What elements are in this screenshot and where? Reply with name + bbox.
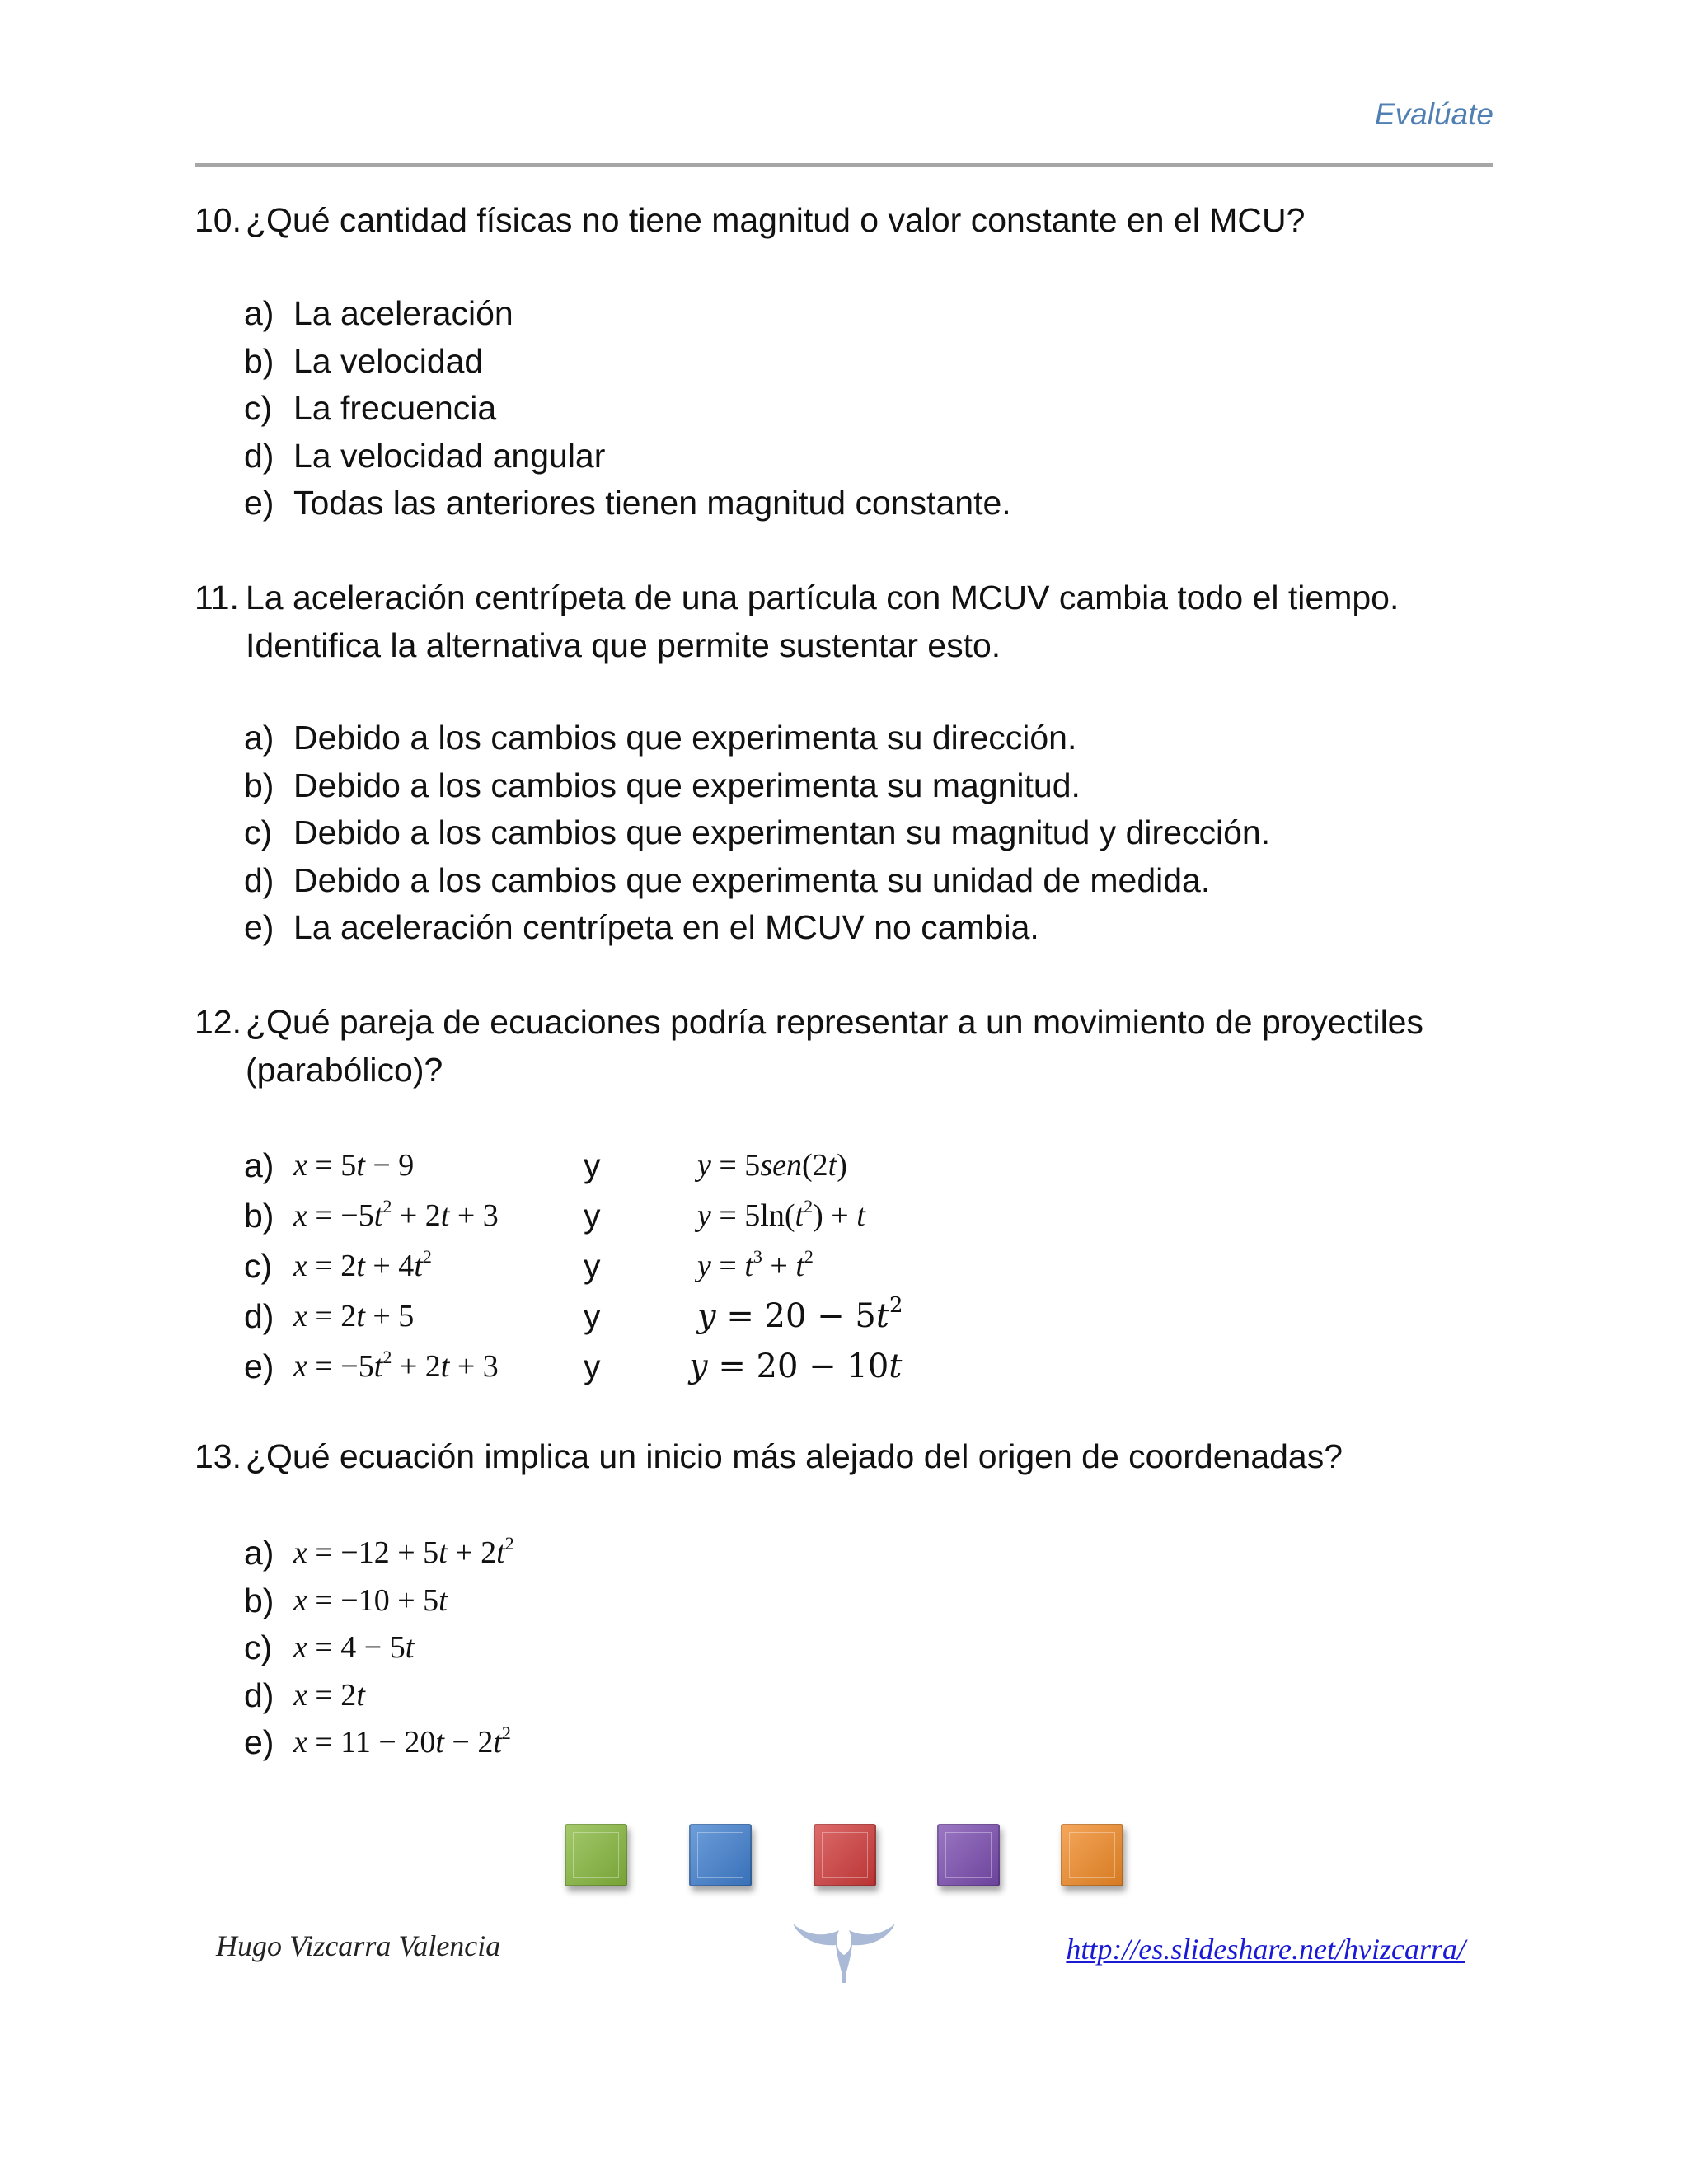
x-equation: x = 2t + 5	[293, 1299, 415, 1333]
equation: x = 2t	[293, 1677, 365, 1713]
option-text: La velocidad angular	[293, 436, 606, 475]
option-letter: b)	[244, 341, 274, 380]
footer-link[interactable]: http://es.slideshare.net/hvizcarra/	[1066, 1933, 1465, 1966]
equation: x = 4 − 5t	[293, 1630, 415, 1665]
option-letter: c)	[244, 813, 273, 851]
option-text: La velocidad	[293, 341, 484, 380]
header-rule	[195, 163, 1493, 167]
bird-logo-icon	[791, 1919, 898, 1985]
question-number: 11.	[195, 579, 239, 616]
question-number: 10.	[195, 201, 241, 239]
question-10	[195, 196, 1497, 244]
y-equation: y = 5sen(2t)	[697, 1148, 847, 1183]
equation: $x = -12 + 5t + 2t^2$	[293, 1533, 514, 1570]
option-letter: d)	[244, 860, 274, 899]
option-text: La frecuencia	[293, 389, 497, 427]
option-letter: c)	[244, 1629, 273, 1666]
option-letter: c)	[244, 389, 273, 427]
option-letter: e)	[244, 1347, 274, 1385]
option-letter: a)	[244, 294, 274, 332]
question-number: 12.	[195, 1003, 241, 1041]
header-tag: Evalúate	[1375, 97, 1493, 131]
option-text: Debido a los cambios que experimentan su magnitud y dirección.	[293, 813, 1271, 851]
option-letter: a)	[244, 1146, 274, 1184]
y-equation: $y = 5\ln(t^2) + t$	[697, 1196, 865, 1233]
question-stem-line-1: La aceleración centrípeta de una partícula con MCUV cambia todo el tiempo.	[246, 579, 1400, 616]
option-letter: b)	[244, 1581, 274, 1619]
question-stem-line-1: ¿Qué pareja de ecuaciones podría representar a un movimiento de proyectiles	[246, 1003, 1423, 1041]
option-letter: b)	[244, 1197, 274, 1235]
option-text: Debido a los cambios que experimenta su unidad de medida.	[293, 860, 1211, 899]
decorative-squares	[0, 1824, 1688, 1906]
connector: y	[584, 1146, 601, 1184]
question-stem: ¿Qué ecuación implica un inicio más alejado del origen de coordenadas?	[246, 1437, 1343, 1475]
x-equation: $x = 2t + 4t^2$	[293, 1246, 432, 1283]
question-number: 13.	[195, 1437, 241, 1475]
option-letter: d)	[244, 436, 274, 475]
y-equation: $y = t^3 + t^2$	[697, 1246, 814, 1283]
option-letter: d)	[244, 1675, 274, 1714]
equation: $x = 11 - 20t - 2t^2$	[293, 1722, 511, 1760]
x-equation: $x = -5t^2 + 2t + 3$	[293, 1347, 499, 1384]
option-letter: c)	[244, 1247, 273, 1285]
question-stem-line-2: Identifica la alternativa que permite sustentar esto.	[246, 626, 1001, 664]
footer-author: Hugo Vizcarra Valencia	[216, 1929, 501, 1962]
option-letter: e)	[244, 484, 274, 522]
option-letter: e)	[244, 908, 274, 946]
option-text: La aceleración centrípeta en el MCUV no cambia.	[293, 908, 1039, 946]
option-text: Debido a los cambios que experimenta su magnitud.	[293, 766, 1081, 804]
connector: y	[584, 1347, 601, 1385]
y-equation: y = 20 − 10t	[689, 1347, 903, 1385]
option-letter: d)	[244, 1297, 274, 1335]
green-square	[565, 1824, 627, 1886]
question-stem-line-2: (parabólico)?	[246, 1051, 443, 1089]
option-text: Debido a los cambios que experimenta su dirección.	[293, 719, 1077, 757]
purple-square	[937, 1824, 1000, 1886]
question-stem: ¿Qué cantidad físicas no tiene magnitud o valor constante en el MCU?	[246, 201, 1306, 239]
red-square	[814, 1824, 876, 1886]
connector: y	[584, 1247, 601, 1285]
option-letter: a)	[244, 1534, 274, 1572]
connector: y	[584, 1297, 601, 1335]
connector: y	[584, 1197, 601, 1235]
x-equation: $x = -5t^2 + 2t + 3$	[293, 1196, 499, 1233]
option-letter: a)	[244, 719, 274, 757]
equation: x = −10 + 5t	[293, 1582, 448, 1618]
option-text: La aceleración	[293, 294, 513, 332]
question-12	[195, 998, 1497, 1094]
question-13	[195, 1432, 1497, 1480]
y-equation: $y = 20 - 5t^2$	[697, 1293, 903, 1335]
blue-square	[689, 1824, 752, 1886]
option-letter: e)	[244, 1723, 274, 1761]
x-equation: x = 5t − 9	[293, 1148, 415, 1183]
option-letter: b)	[244, 766, 274, 804]
option-text: Todas las anteriores tienen magnitud constante.	[293, 484, 1011, 522]
question-11	[195, 574, 1497, 669]
orange-square	[1061, 1824, 1123, 1886]
